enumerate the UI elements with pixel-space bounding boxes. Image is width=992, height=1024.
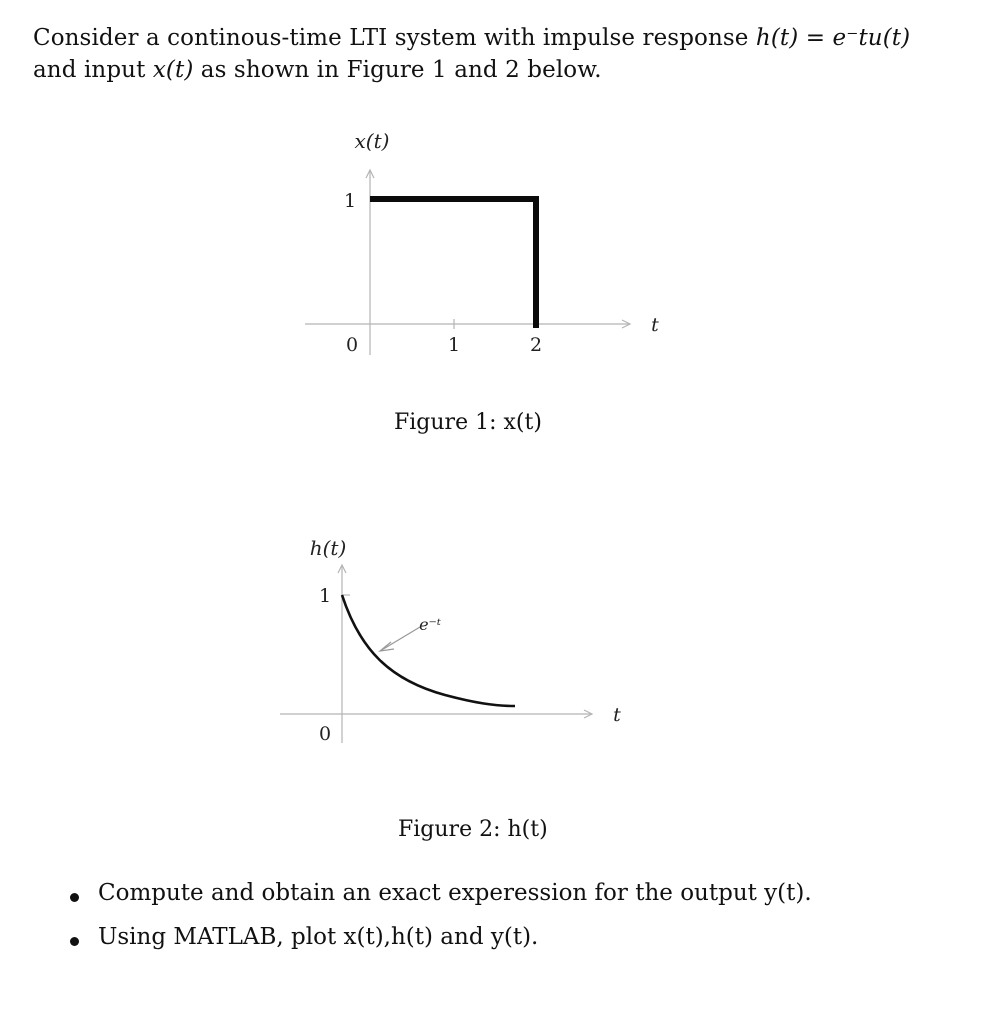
x-axis-label: t — [651, 314, 659, 336]
input-symbol: x(t) — [152, 57, 194, 83]
figure-1-caption: Figure 1: x(t) — [394, 410, 542, 435]
intro-text-2a: and input — [33, 57, 153, 83]
x-tick-label-0: 0 — [318, 723, 332, 745]
intro-line-2 — [33, 54, 963, 86]
intro-text: Consider a continous-time LTI system with impulse response — [33, 25, 756, 51]
figure-2-plot — [270, 530, 650, 760]
figure-1 — [300, 125, 680, 365]
problem-statement — [33, 22, 963, 86]
task-item-compute: Compute and obtain an exact experession for the output y(t). — [62, 880, 812, 906]
y-axis-label: h(t) — [309, 536, 347, 560]
x-pulse-signal — [370, 199, 536, 328]
annotation-pointer-line — [380, 627, 420, 651]
intro-line-1 — [33, 22, 963, 54]
figure-1-plot — [300, 125, 680, 365]
h-exponential-curve — [342, 595, 515, 706]
task-item-matlab: Using MATLAB, plot x(t),h(t) and y(t). — [62, 924, 812, 950]
task-list — [62, 880, 812, 950]
x-tick-label-0: 0 — [345, 334, 359, 356]
y-tick-label: 1 — [318, 585, 332, 607]
x-tick-label-2: 2 — [529, 334, 543, 356]
y-tick-label: 1 — [343, 190, 357, 212]
x-axis-label: t — [613, 704, 621, 726]
x-tick-label-1: 1 — [447, 334, 461, 356]
figure-2-caption: Figure 2: h(t) — [398, 817, 548, 842]
curve-label: e⁻ᵗ — [419, 615, 441, 634]
impulse-response-expression: h(t) = e⁻tu(t) — [755, 25, 911, 51]
y-axis-label: x(t) — [354, 129, 390, 153]
intro-text-2b: as shown in Figure 1 and 2 below. — [193, 57, 602, 83]
figure-2 — [270, 530, 650, 760]
